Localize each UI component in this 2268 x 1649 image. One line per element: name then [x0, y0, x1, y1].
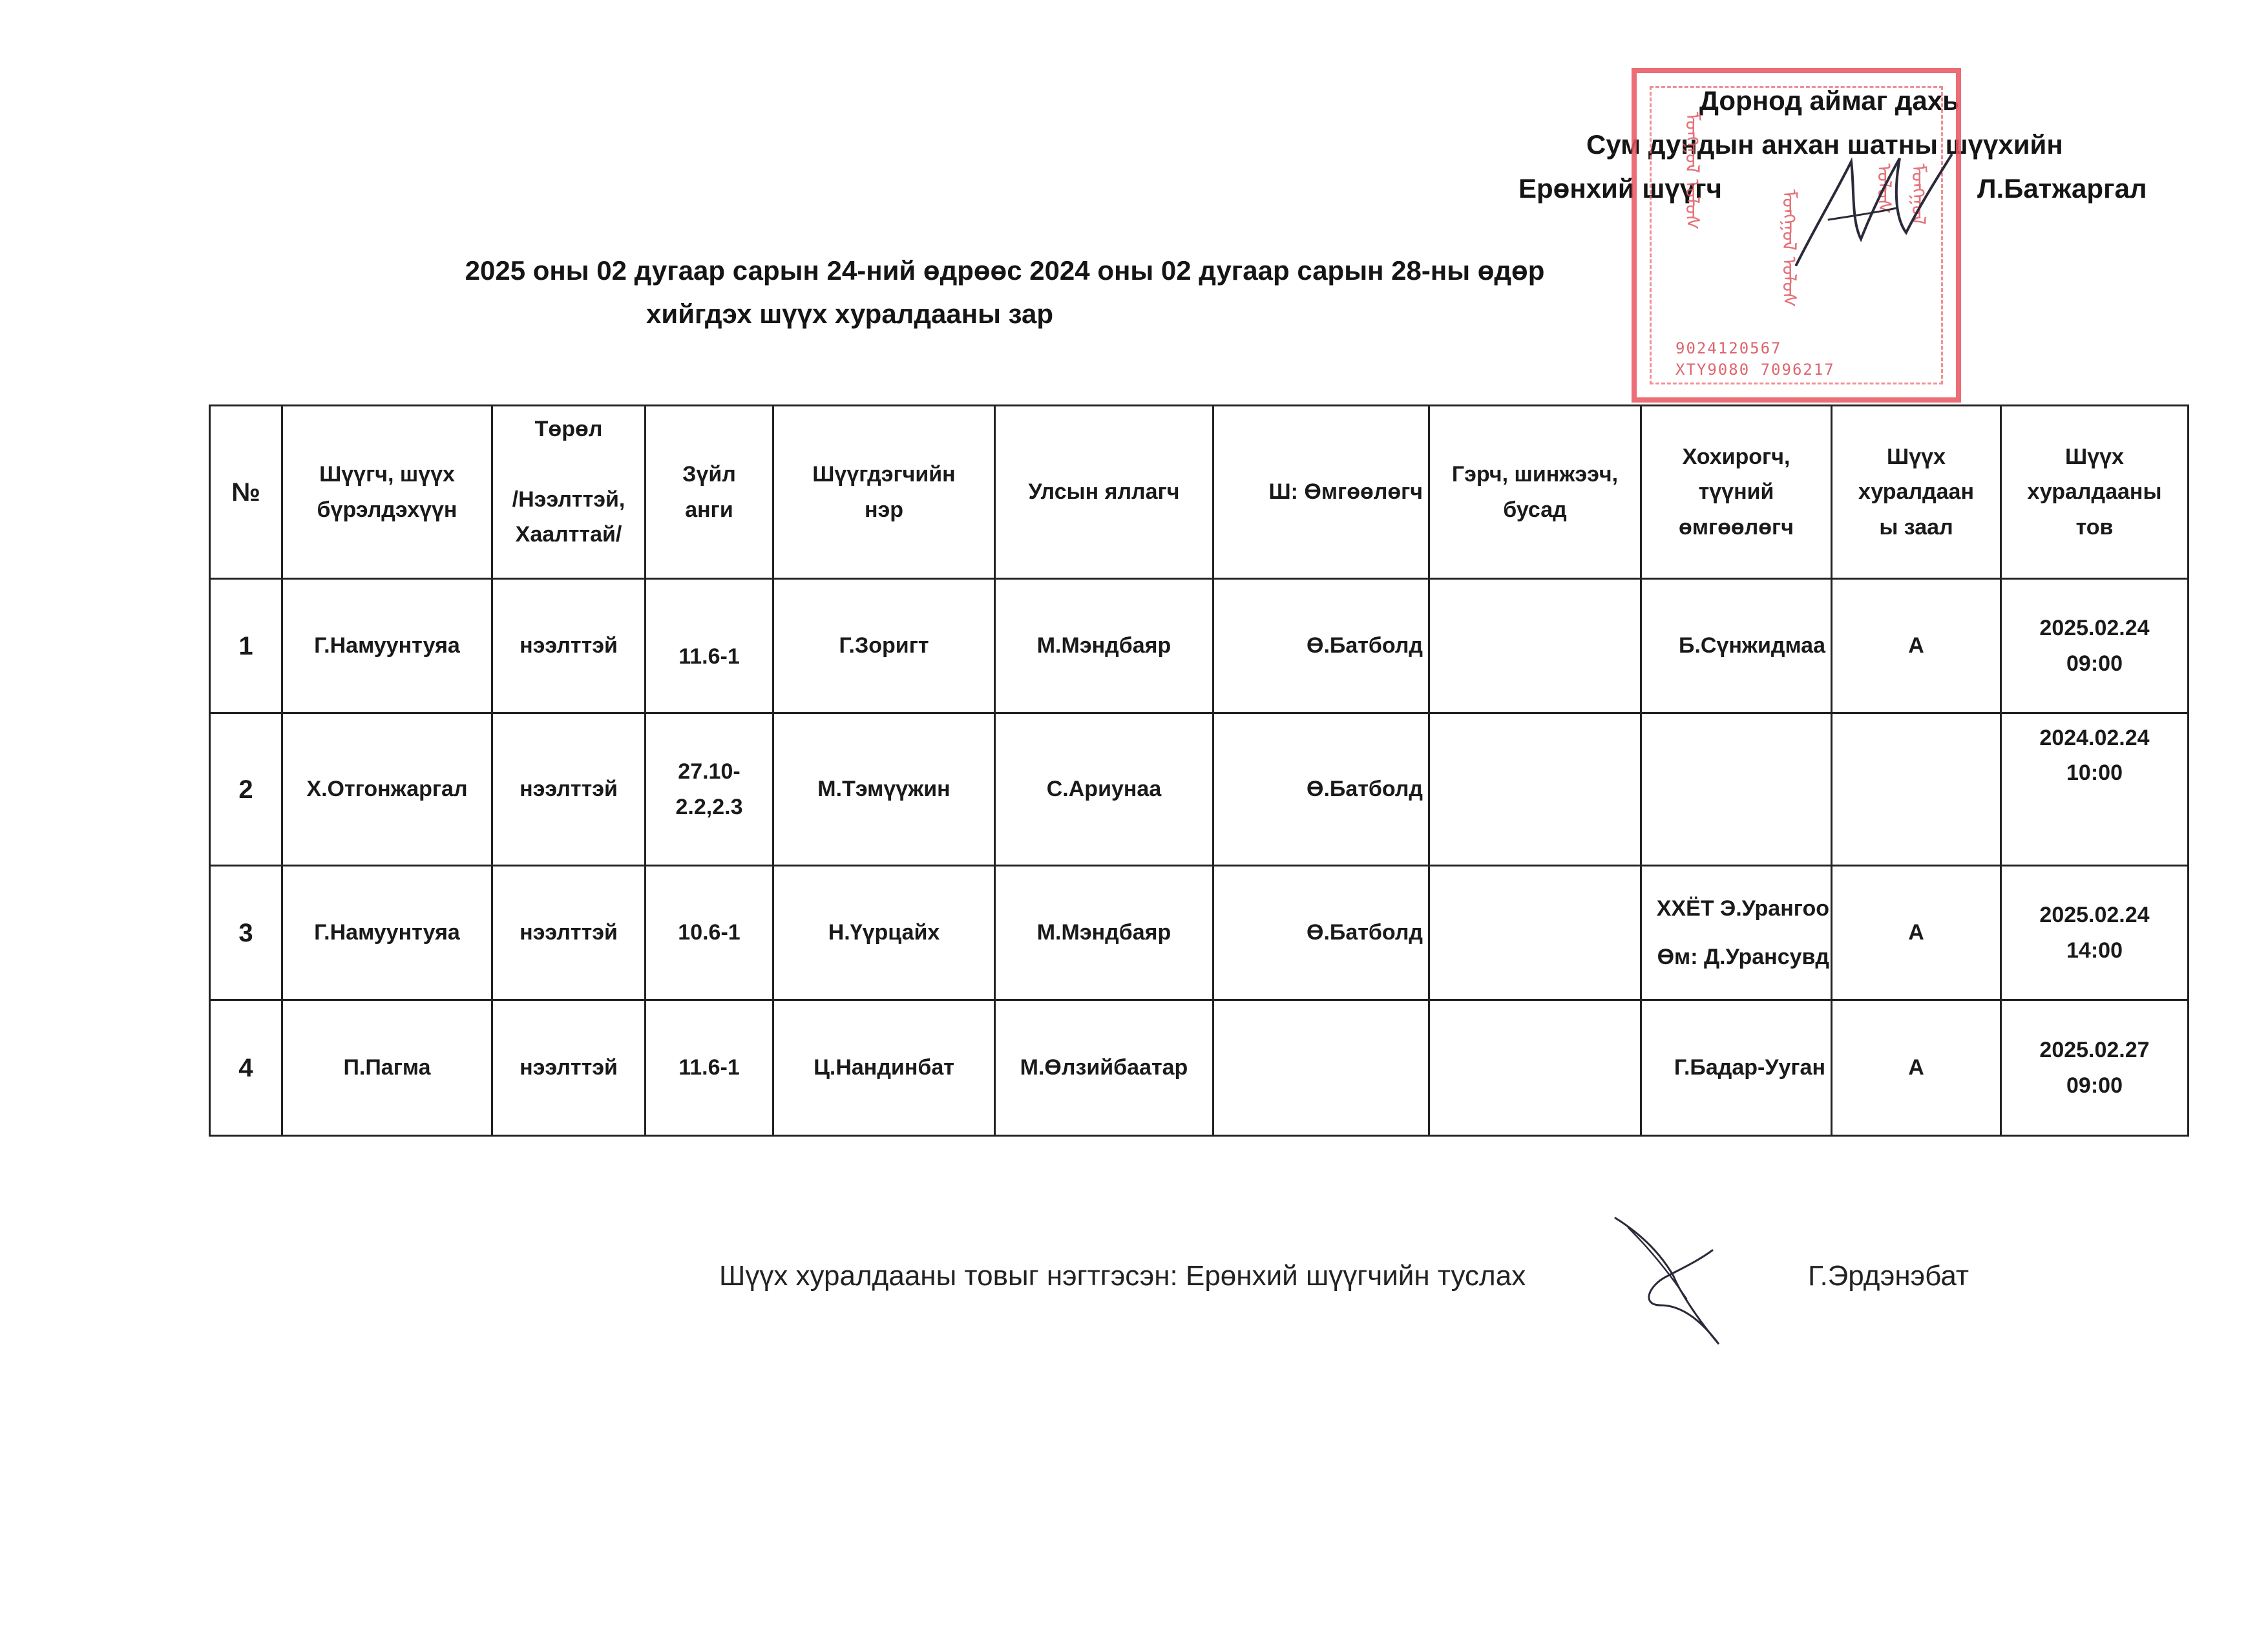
- row-defender: Ө.Батболд: [1213, 866, 1429, 1000]
- header-hall: [1832, 406, 2001, 579]
- row-date: [2001, 579, 2189, 713]
- row-article: 11.6-1: [646, 1000, 773, 1136]
- header-defendant: [773, 406, 995, 579]
- row-prosecutor: М.Мэндбаяр: [995, 866, 1213, 1000]
- row-time-value: 09:00: [2066, 1073, 2123, 1098]
- row-date: [2001, 866, 2189, 1000]
- header-judge-line: Шүүгч, шүүх: [319, 462, 455, 487]
- table-row: [210, 1000, 2189, 1136]
- row-date-value: 2025.02.27: [2039, 1038, 2150, 1063]
- notice-title-line-2: хийгдэх шүүх хуралдааны зар: [646, 299, 1053, 329]
- row-judge: П.Пагма: [282, 1000, 492, 1136]
- org-line-2: Сум дундын анхан шатны шүүхийн: [1586, 129, 2063, 160]
- row-defendant: Ц.Нандинбат: [773, 1000, 995, 1136]
- row-number: 4: [210, 1000, 282, 1136]
- row-victim: [1641, 866, 1832, 1000]
- row-date: [2001, 713, 2189, 866]
- row-defendant: Н.Үүрцайх: [773, 866, 995, 1000]
- stamp-code-1: 9024120567: [1675, 339, 1782, 357]
- header-judge-line: бүрэлдэхүүн: [317, 497, 457, 522]
- row-hall: А: [1832, 1000, 2001, 1136]
- header-type-line: Хаалттай/: [515, 522, 622, 547]
- header-article-line: Зүйл: [682, 462, 736, 487]
- assistant-signature-icon: [1602, 1208, 1738, 1350]
- row-victim: [1641, 1000, 1832, 1136]
- row-witness: [1429, 579, 1641, 713]
- row-victim-line: Б.Сүнжидмаа: [1679, 633, 1825, 658]
- row-number: 1: [210, 579, 282, 713]
- stamp-script-text-2: ᠮᠣᠩᠭᠣᠯ ᠤᠯᠤᠰ: [1778, 189, 1800, 308]
- header-defendant-line: нэр: [864, 497, 904, 522]
- row-prosecutor: М.Өлзийбаатар: [995, 1000, 1213, 1136]
- header-article-line: анги: [685, 497, 733, 522]
- header-number: [210, 406, 282, 579]
- row-time-value: 10:00: [2066, 761, 2123, 786]
- row-time-value: 14:00: [2066, 938, 2123, 963]
- table-header-row: [210, 406, 2189, 579]
- header-hall-line: хуралдаан: [1858, 479, 1974, 505]
- header-witness-line: бусад: [1503, 497, 1567, 522]
- row-article: 27.10-2.2,2.3: [646, 713, 773, 866]
- row-prosecutor: М.Мэндбаяр: [995, 579, 1213, 713]
- row-article: 11.6-1: [646, 579, 773, 713]
- row-judge: Х.Отгонжаргал: [282, 713, 492, 866]
- hearing-schedule-table: [209, 404, 2189, 1137]
- header-date-line: Шүүх: [2065, 444, 2124, 469]
- row-judge: Г.Намуунтуяа: [282, 579, 492, 713]
- header-prosecutor-text: Улсын яллагч: [1028, 479, 1180, 505]
- row-victim-line: Г.Бадар-Уугaн: [1674, 1055, 1825, 1080]
- assistant-name: Г.Эрдэнэбат: [1808, 1260, 1969, 1292]
- row-article: 10.6-1: [646, 866, 773, 1000]
- row-date-value: 2025.02.24: [2039, 616, 2150, 641]
- stamp-code-2: ХТҮ9080 7096217: [1675, 361, 1835, 379]
- header-date-line: тов: [2075, 514, 2114, 540]
- row-defender: [1213, 1000, 1429, 1136]
- org-line-1: Дорнод аймаг дахь: [1699, 85, 1959, 116]
- row-judge: Г.Намуунтуяа: [282, 866, 492, 1000]
- row-witness: [1429, 866, 1641, 1000]
- row-time-value: 09:00: [2066, 651, 2123, 676]
- stamp-script-text-3: ᠮᠣᠩᠭᠣᠯ ᠤᠯᠤᠰ: [1873, 163, 1929, 225]
- header-victim-line: өмгөөлөгч: [1679, 514, 1794, 540]
- row-witness: [1429, 1000, 1641, 1136]
- row-victim-line: Өм: Д.Урансувд: [1657, 944, 1829, 969]
- header-type-line: Төрөл: [534, 417, 603, 441]
- row-date: [2001, 1000, 2189, 1136]
- table-row: [210, 713, 2189, 866]
- row-victim-line: ХХЁТ Э.Урангоо: [1656, 896, 1829, 921]
- header-number-text: №: [231, 478, 260, 507]
- row-defender: Ө.Батболд: [1213, 713, 1429, 866]
- header-article: [646, 406, 773, 579]
- row-hall: А: [1832, 579, 2001, 713]
- header-witness-line: Гэрч, шинжээч,: [1451, 462, 1619, 487]
- header-victim-line: Хохирогч,: [1682, 444, 1790, 469]
- chief-judge-signature-icon: [1790, 149, 1958, 271]
- row-type: нээлттэй: [492, 866, 646, 1000]
- row-number: 3: [210, 866, 282, 1000]
- header-type: [492, 406, 646, 579]
- stamp-script-text: ᠮᠣᠩᠭᠣᠯ ᠤᠯᠤᠰ: [1681, 112, 1703, 230]
- row-type: нээлттэй: [492, 579, 646, 713]
- header-hall-line: Шүүх: [1887, 444, 1946, 469]
- header-date: [2001, 406, 2189, 579]
- row-defender: Ө.Батболд: [1213, 579, 1429, 713]
- row-hall: [1832, 713, 2001, 866]
- row-victim: [1641, 713, 1832, 866]
- header-victim: [1641, 406, 1832, 579]
- header-hall-line: ы заал: [1879, 514, 1953, 540]
- header-date-line: хуралдааны: [2027, 479, 2162, 505]
- chief-judge-label: Ерөнхий шүүгч: [1518, 173, 1722, 204]
- row-prosecutor: С.Ариунаа: [995, 713, 1213, 866]
- row-witness: [1429, 713, 1641, 866]
- row-hall: А: [1832, 866, 2001, 1000]
- header-witness: [1429, 406, 1641, 579]
- header-defender-text: Ш: Өмгөөлөгч: [1268, 479, 1423, 505]
- row-type: нээлттэй: [492, 1000, 646, 1136]
- row-victim: [1641, 579, 1832, 713]
- header-victim-line: түүний: [1698, 479, 1774, 505]
- header-defendant-line: Шүүгдэгчийн: [812, 462, 956, 487]
- notice-title-line-1: 2025 оны 02 дугаар сарын 24-ний өдрөөс 2024 оны 02 дугаар сарын 28-ны өдөр: [465, 255, 1545, 286]
- row-date-value: 2024.02.24: [2039, 726, 2150, 750]
- table-row: [210, 866, 2189, 1000]
- row-type: нээлттэй: [492, 713, 646, 866]
- header-judge: [282, 406, 492, 579]
- chief-judge-name: Л.Батжаргал: [1977, 173, 2147, 204]
- row-date-value: 2025.02.24: [2039, 903, 2150, 928]
- row-defendant: М.Тэмүүжин: [773, 713, 995, 866]
- compiled-by-text: Шүүх хуралдааны товыг нэгтгэсэн: Ерөнхий шүүгчийн туслах: [719, 1260, 1526, 1292]
- header-defender: [1213, 406, 1429, 579]
- row-defendant: Г.Зоригт: [773, 579, 995, 713]
- header-type-line: /Нээлттэй,: [512, 487, 625, 512]
- table-row: [210, 579, 2189, 713]
- header-prosecutor: [995, 406, 1213, 579]
- row-number: 2: [210, 713, 282, 866]
